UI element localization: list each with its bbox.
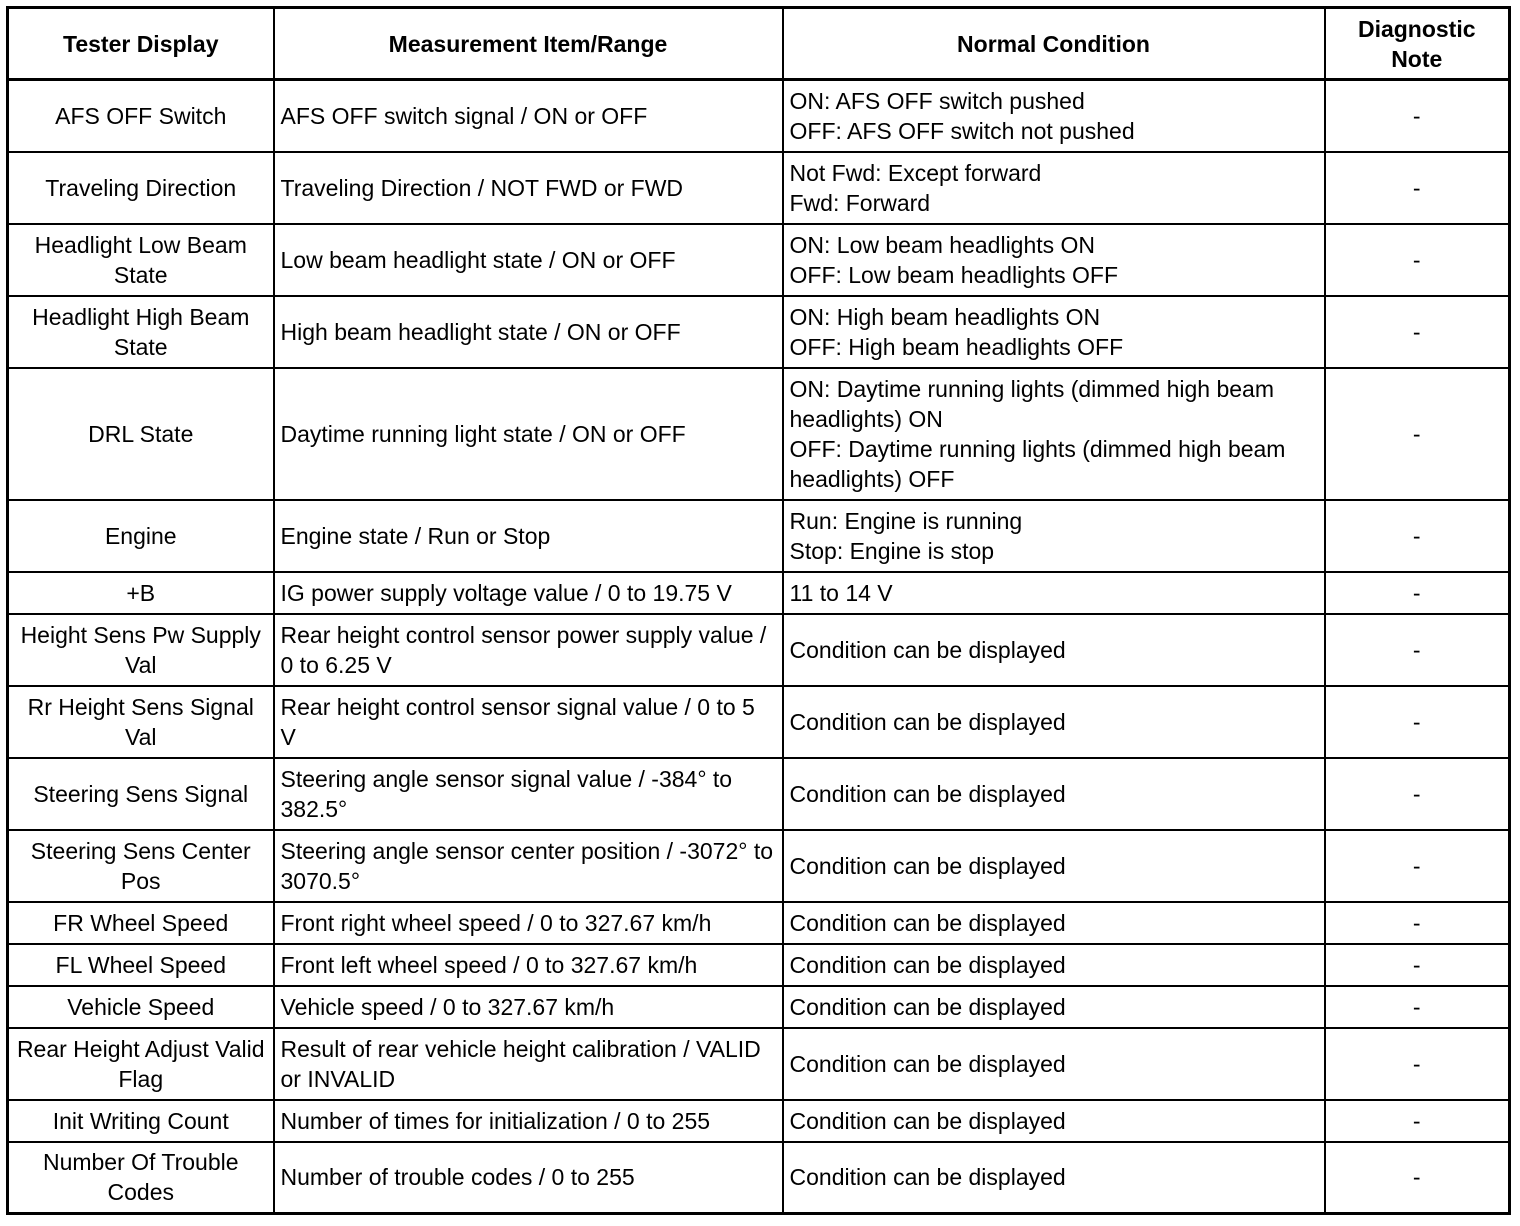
diagnostic-note-cell: - <box>1325 902 1510 944</box>
table-row <box>8 1142 1510 1214</box>
condition-line: 11 to 14 V <box>789 579 893 606</box>
diagnostic-note-cell: - <box>1325 152 1510 224</box>
condition-line: Run: Engine is running <box>789 507 1023 534</box>
normal-condition-cell <box>783 902 1325 944</box>
table-row <box>8 80 1510 152</box>
table-row <box>8 614 1510 686</box>
table-row <box>8 944 1510 986</box>
normal-condition-cell <box>783 1142 1325 1214</box>
normal-condition-cell <box>783 572 1325 614</box>
condition-line: Condition can be displayed <box>789 852 1066 879</box>
condition-line: Fwd: Forward <box>789 189 931 216</box>
data-list-table <box>6 6 1511 1215</box>
condition-line: ON: High beam headlights ON <box>789 303 1101 330</box>
table-row <box>8 686 1510 758</box>
measurement-cell: Steering angle sensor signal value / -384° to 382.5° <box>274 758 783 830</box>
normal-condition-cell <box>783 614 1325 686</box>
measurement-cell: Number of trouble codes / 0 to 255 <box>274 1142 783 1214</box>
header-diagnostic-note: Diagnostic Note <box>1325 8 1510 80</box>
measurement-cell: Number of times for initialization / 0 to 255 <box>274 1100 783 1142</box>
diagnostic-note-cell: - <box>1325 296 1510 368</box>
tester-display-cell: +B <box>8 572 274 614</box>
tester-display-cell: Rr Height Sens Signal Val <box>8 686 274 758</box>
normal-condition-cell <box>783 830 1325 902</box>
tester-display-cell: Headlight High Beam State <box>8 296 274 368</box>
normal-condition-cell <box>783 1100 1325 1142</box>
tester-display-cell: Vehicle Speed <box>8 986 274 1028</box>
diagnostic-note-cell: - <box>1325 1142 1510 1214</box>
measurement-cell: Traveling Direction / NOT FWD or FWD <box>274 152 783 224</box>
diagnostic-note-cell: - <box>1325 500 1510 572</box>
diagnostic-note-cell: - <box>1325 614 1510 686</box>
condition-line: OFF: Daytime running lights (dimmed high beam headlights) OFF <box>789 435 1286 492</box>
condition-line: Condition can be displayed <box>789 1164 1066 1191</box>
tester-display-cell: Steering Sens Signal <box>8 758 274 830</box>
measurement-cell: Rear height control sensor power supply value / 0 to 6.25 V <box>274 614 783 686</box>
normal-condition-cell <box>783 1028 1325 1100</box>
condition-line: ON: Low beam headlights ON <box>789 231 1096 258</box>
condition-line: Stop: Engine is stop <box>789 537 995 564</box>
diagnostic-note-cell: - <box>1325 224 1510 296</box>
tester-display-cell: Traveling Direction <box>8 152 274 224</box>
tester-display-cell: DRL State <box>8 368 274 500</box>
tester-display-cell: FR Wheel Speed <box>8 902 274 944</box>
diagnostic-note-cell: - <box>1325 986 1510 1028</box>
table-row <box>8 224 1510 296</box>
normal-condition-cell <box>783 80 1325 152</box>
table-row <box>8 902 1510 944</box>
header-tester-display: Tester Display <box>8 8 274 80</box>
measurement-cell: Result of rear vehicle height calibration / VALID or INVALID <box>274 1028 783 1100</box>
diagnostic-note-cell: - <box>1325 758 1510 830</box>
normal-condition-cell <box>783 500 1325 572</box>
measurement-cell: Vehicle speed / 0 to 327.67 km/h <box>274 986 783 1028</box>
measurement-cell: AFS OFF switch signal / ON or OFF <box>274 80 783 152</box>
normal-condition-cell <box>783 224 1325 296</box>
normal-condition-cell <box>783 368 1325 500</box>
table-row <box>8 1100 1510 1142</box>
condition-line: ON: AFS OFF switch pushed <box>789 87 1085 114</box>
condition-line: Condition can be displayed <box>789 780 1066 807</box>
tester-display-cell: AFS OFF Switch <box>8 80 274 152</box>
diagnostic-note-cell: - <box>1325 1028 1510 1100</box>
tester-display-cell: Engine <box>8 500 274 572</box>
condition-line: OFF: AFS OFF switch not pushed <box>789 117 1135 144</box>
condition-line: Condition can be displayed <box>789 1050 1066 1077</box>
normal-condition-cell <box>783 686 1325 758</box>
tester-display-cell: Init Writing Count <box>8 1100 274 1142</box>
tester-display-cell: Headlight Low Beam State <box>8 224 274 296</box>
table-header <box>8 8 1510 80</box>
table-row <box>8 830 1510 902</box>
table-row <box>8 296 1510 368</box>
normal-condition-cell <box>783 944 1325 986</box>
table-row <box>8 500 1510 572</box>
table-row <box>8 368 1510 500</box>
normal-condition-cell <box>783 296 1325 368</box>
measurement-cell: Front right wheel speed / 0 to 327.67 km/h <box>274 902 783 944</box>
measurement-cell: Steering angle sensor center position / -3072° to 3070.5° <box>274 830 783 902</box>
tester-display-cell: Number Of Trouble Codes <box>8 1142 274 1214</box>
condition-line: Condition can be displayed <box>789 951 1066 978</box>
condition-line: Condition can be displayed <box>789 1107 1066 1134</box>
measurement-cell: High beam headlight state / ON or OFF <box>274 296 783 368</box>
condition-line: OFF: High beam headlights OFF <box>789 333 1124 360</box>
condition-line: Condition can be displayed <box>789 909 1066 936</box>
diagnostic-note-cell: - <box>1325 1100 1510 1142</box>
table-row <box>8 572 1510 614</box>
table-row <box>8 986 1510 1028</box>
header-measurement-item: Measurement Item/Range <box>274 8 783 80</box>
condition-line: Condition can be displayed <box>789 636 1066 663</box>
table-row <box>8 758 1510 830</box>
measurement-cell: Daytime running light state / ON or OFF <box>274 368 783 500</box>
measurement-cell: Low beam headlight state / ON or OFF <box>274 224 783 296</box>
diagnostic-note-cell: - <box>1325 686 1510 758</box>
diagnostic-note-cell: - <box>1325 368 1510 500</box>
measurement-cell: IG power supply voltage value / 0 to 19.75 V <box>274 572 783 614</box>
header-normal-condition: Normal Condition <box>783 8 1325 80</box>
measurement-cell: Engine state / Run or Stop <box>274 500 783 572</box>
condition-line: Condition can be displayed <box>789 708 1066 735</box>
measurement-cell: Rear height control sensor signal value / 0 to 5 V <box>274 686 783 758</box>
table-row <box>8 152 1510 224</box>
condition-line: OFF: Low beam headlights OFF <box>789 261 1119 288</box>
table-row <box>8 1028 1510 1100</box>
diagnostic-note-cell: - <box>1325 572 1510 614</box>
measurement-cell: Front left wheel speed / 0 to 327.67 km/h <box>274 944 783 986</box>
condition-line: ON: Daytime running lights (dimmed high beam headlights) ON <box>789 375 1274 432</box>
diagnostic-note-cell: - <box>1325 944 1510 986</box>
tester-display-cell: Height Sens Pw Supply Val <box>8 614 274 686</box>
normal-condition-cell <box>783 758 1325 830</box>
diagnostic-note-cell: - <box>1325 830 1510 902</box>
tester-display-cell: Steering Sens Center Pos <box>8 830 274 902</box>
header-row <box>8 8 1510 80</box>
table-body <box>8 80 1510 1214</box>
normal-condition-cell <box>783 986 1325 1028</box>
condition-line: Not Fwd: Except forward <box>789 159 1042 186</box>
tester-display-cell: FL Wheel Speed <box>8 944 274 986</box>
diagnostic-note-cell: - <box>1325 80 1510 152</box>
normal-condition-cell <box>783 152 1325 224</box>
condition-line: Condition can be displayed <box>789 993 1066 1020</box>
tester-display-cell: Rear Height Adjust Valid Flag <box>8 1028 274 1100</box>
